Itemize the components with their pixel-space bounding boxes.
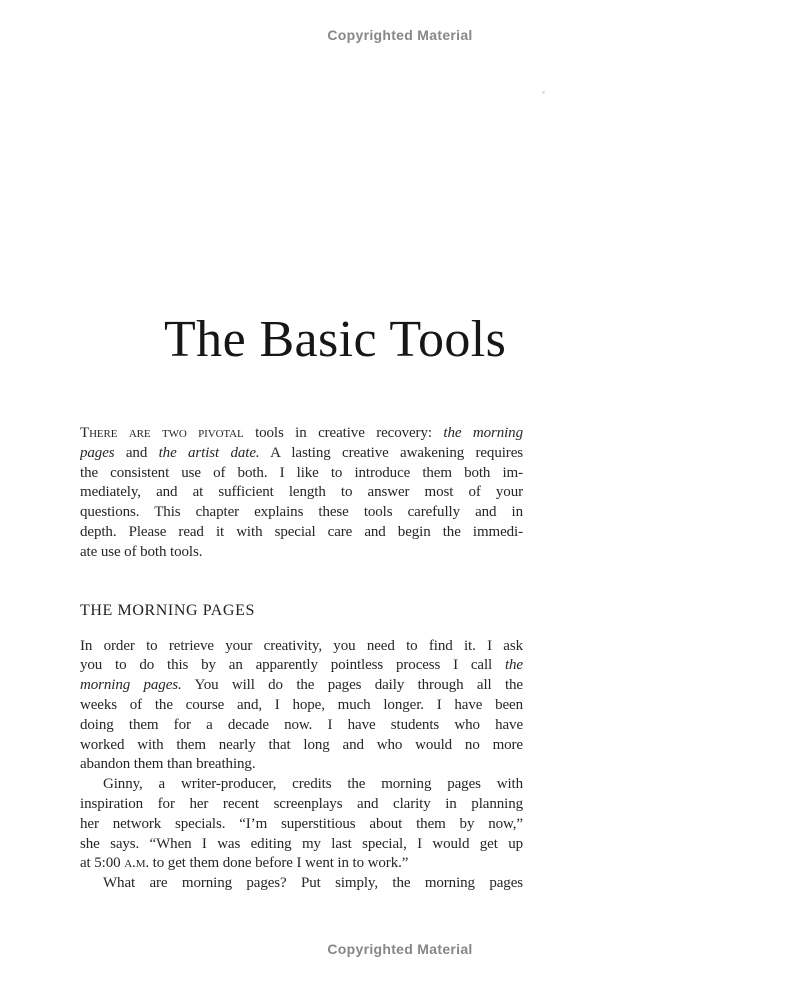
text-body <box>80 424 523 894</box>
text-line <box>80 656 523 676</box>
text-run: to get them done before I went in to work.” <box>149 855 409 872</box>
text-run: worked with them nearly that long and who would no more <box>80 736 523 753</box>
text-run: at 5:00 <box>80 855 125 872</box>
smallcaps-text-run: There are two pivotal <box>80 425 244 441</box>
text-line <box>80 483 523 503</box>
text-run: tools in creative recovery: <box>243 425 444 441</box>
paragraph <box>80 637 523 776</box>
text-run: Ginny, a writer-producer, credits the morning pages with <box>103 776 523 793</box>
text-line <box>80 696 523 716</box>
text-run: doing them for a decade now. I have students who have <box>80 716 523 733</box>
text-line <box>80 755 523 775</box>
text-line <box>80 815 523 835</box>
text-run: mediately, and at sufficient length to answer most of your <box>80 484 523 501</box>
text-line <box>80 523 523 543</box>
text-run: In order to retrieve your creativity, you need to find it. I ask <box>80 637 523 654</box>
text-run: abandon them than breathing. <box>80 756 256 773</box>
text-run: her network specials. “I’m superstitious about them by now,” <box>80 815 523 832</box>
text-line <box>80 854 523 874</box>
text-line <box>80 424 523 444</box>
text-run: A lasting creative awakening requires <box>259 444 523 461</box>
text-line <box>80 464 523 484</box>
italic-text-run: pages <box>80 444 115 461</box>
text-line <box>80 503 523 523</box>
text-line <box>80 736 523 756</box>
text-line <box>80 775 523 795</box>
text-run: What are morning pages? Put simply, the morning pages <box>103 875 523 892</box>
paragraph <box>80 775 523 874</box>
paragraph <box>80 874 523 894</box>
text-line <box>80 543 523 563</box>
scan-speck-artifact <box>542 91 545 94</box>
italic-text-run: morning pages. <box>80 677 182 694</box>
copyright-watermark-bottom: Copyrighted Material <box>327 941 473 957</box>
italic-text-run: the morning <box>443 425 523 441</box>
text-run: you to do this by an apparently pointless process I call <box>80 657 505 674</box>
text-line <box>80 874 523 894</box>
italic-text-run: the <box>504 657 523 674</box>
text-run: questions. This chapter explains these tools carefully and in <box>80 504 523 521</box>
text-run: the consistent use of both. I like to introduce them both im- <box>80 464 523 481</box>
text-run: weeks of the course and, I hope, much longer. I have been <box>80 696 523 713</box>
text-line <box>80 795 523 815</box>
text-run: and <box>114 444 159 461</box>
text-line <box>80 835 523 855</box>
paragraph <box>80 424 523 563</box>
text-run: she says. “When I was editing my last special, I would get up <box>80 835 523 852</box>
text-line <box>80 444 523 464</box>
text-line <box>80 637 523 657</box>
italic-text-run: the artist date. <box>158 444 260 461</box>
copyright-watermark-top: Copyrighted Material <box>327 27 473 43</box>
text-run: inspiration for her recent screenplays and clarity in planning <box>80 795 523 812</box>
text-line <box>80 676 523 696</box>
smallcaps-text-run: a.m. <box>124 855 150 872</box>
section-heading: THE MORNING PAGES <box>80 601 255 619</box>
text-run: depth. Please read it with special care and begin the immedi- <box>80 523 523 540</box>
text-run: You will do the pages daily through all the <box>181 677 523 694</box>
text-line <box>80 716 523 736</box>
chapter-title: The Basic Tools <box>164 311 507 368</box>
text-run: ate use of both tools. <box>80 543 203 560</box>
